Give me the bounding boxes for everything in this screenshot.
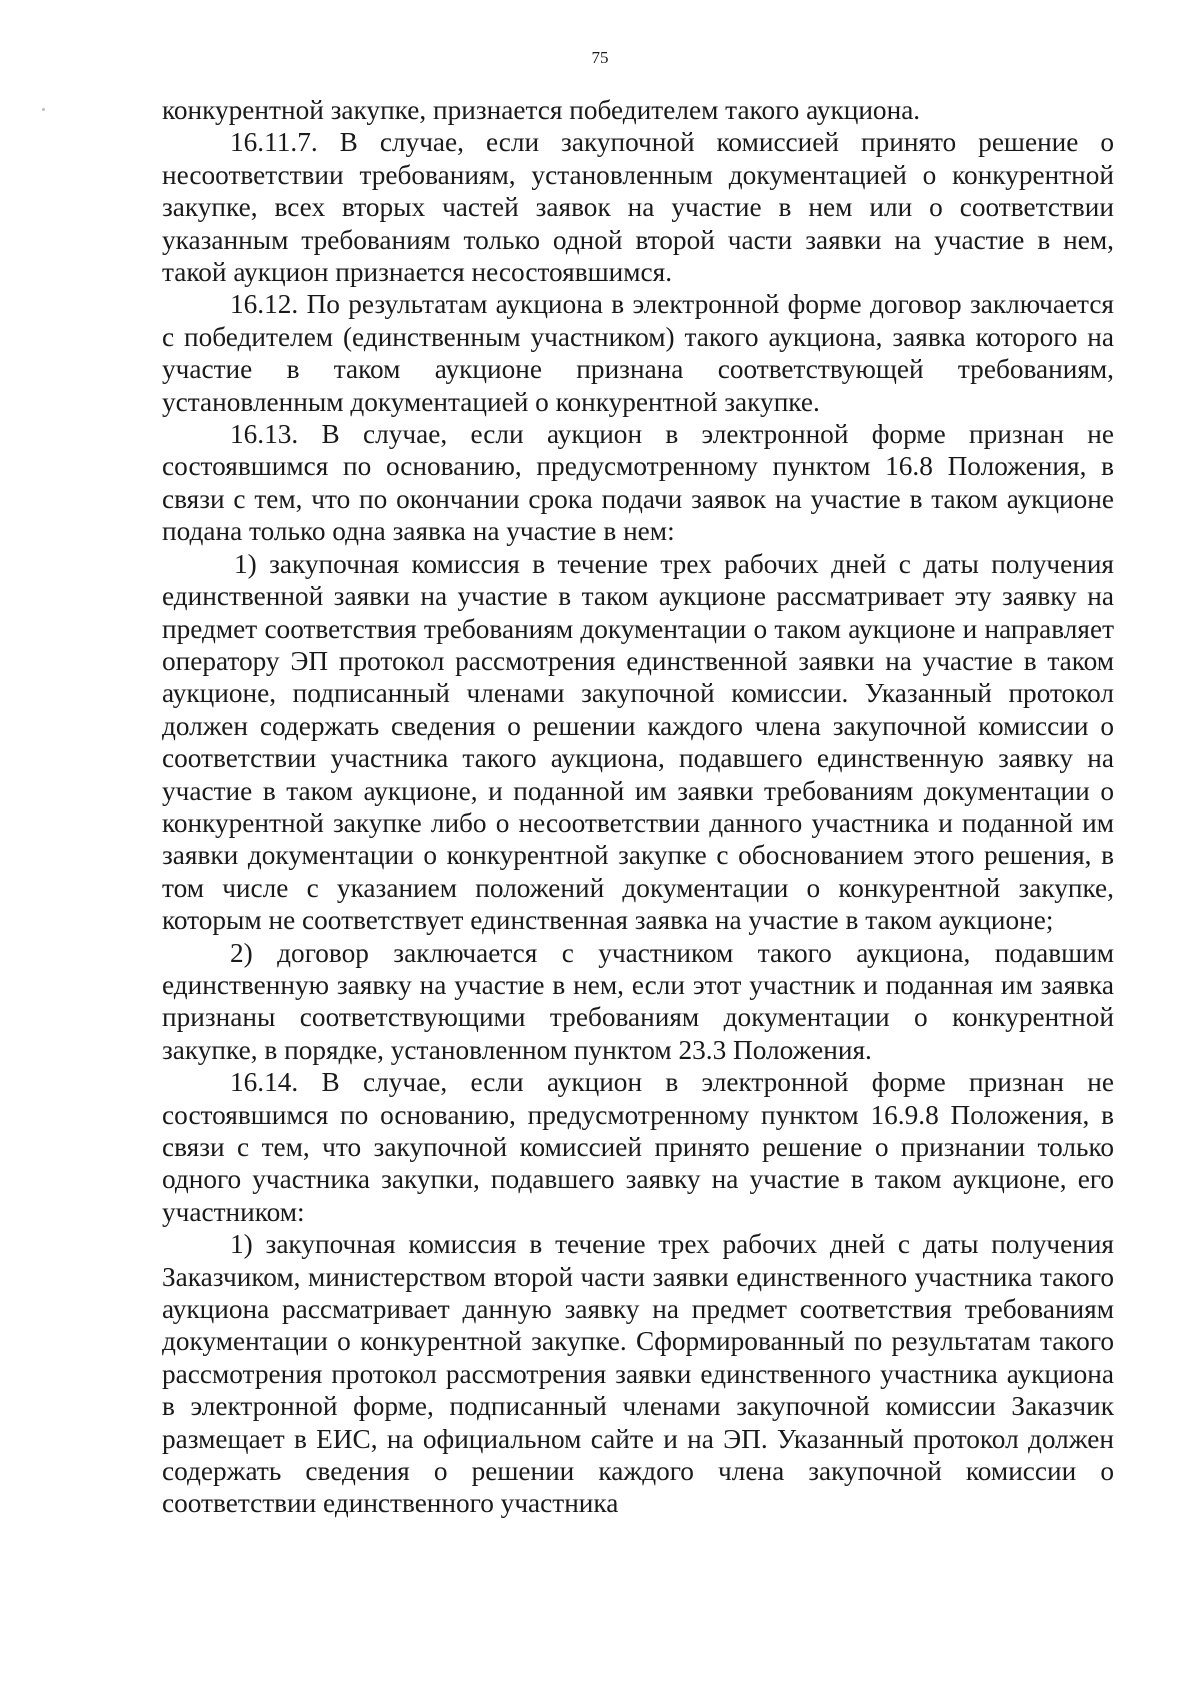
scan-margin-mark: [42, 108, 45, 111]
list-item-16-13-2: 2) договор заключается с участником такого аукциона, подавшим единственную заявку на участие в нем, если этот участник и поданная им заявка признаны соответствующими требованиям документации о конкурентной закупке, в порядке, установленном пунктом 23.3 Положения.: [162, 937, 1114, 1065]
paragraph-16-11-7: 16.11.7. В случае, если закупочной комиссией принято решение о несоответствии требованиям, установленным документацией о конкурентной закупке, всех вторых частей заявок на участие в нем или о соответствии указанным требованиям только одной второй части заявки на участие в нем, такой аукцион признается несостоявшимся.: [162, 127, 1114, 288]
page-number: 75: [591, 48, 609, 67]
paragraph-16-14: 16.14. В случае, если аукцион в электронной форме признан не состоявшимся по основанию, предусмотренному пунктом 16.9.8 Положения, в связи с тем, что закупочной комиссией принято решение о признании только одного участника закупки, подавшего заявку на участие в таком аукционе, его участником:: [162, 1067, 1114, 1227]
paragraph-16-13: 16.13. В случае, если аукцион в электронной форме признан не состоявшимся по основанию, предусмотренному пунктом 16.8 Положения, в связи с тем, что по окончании срока подачи заявок на участие в таком аукционе подана только одна заявка на участие в нем:: [162, 419, 1114, 547]
document-body: [162, 94, 1114, 1520]
list-item-16-14-1: 1) закупочная комиссия в течение трех рабочих дней с даты получения Заказчиком, министерством второй части заявки единственного участника такого аукциона рассматривает данную заявку на предмет соответствия требованиям документации о конкурентной закупке. Сформированный по результатам такого рассмотрения протокол рассмотрения заявки единственного участника аукциона в электронной форме, подписанный членами закупочной комиссии Заказчик размещает в ЕИС, на официальном сайте и на ЭП. Указанный протокол должен содержать сведения о решении каждого члена закупочной комиссии о соответствии единственного участника: [162, 1229, 1114, 1519]
paragraph-continuation: конкурентной закупке, признается победителем такого аукциона.: [162, 95, 921, 125]
list-item-16-13-1: 1) закупочная комиссия в течение трех рабочих дней с даты получения единственной заявки на участие в таком аукционе рассматривает эту заявку на предмет соответствия требованиям документации о таком аукционе и направляет оператору ЭП протокол рассмотрения единственной заявки на участие в таком аукционе, подписанный членами закупочной комиссии. Указанный протокол должен содержать сведения о решении каждого члена закупочной комиссии о соответствии участника такого аукциона, подавшего единственную заявку на участие в таком аукционе, и поданной им заявки требованиям документации о конкурентной закупке либо о несоответствии данного участника и поданной им заявки документации о конкурентной закупке с обоснованием этого решения, в том числе с указанием положений документации о конкурентной закупке, которым не соответствует единственная заявка на участие в таком аукционе;: [162, 548, 1114, 936]
paragraph-16-12: 16.12. По результатам аукциона в электронной форме договор заключается с победителем (единственным участником) такого аукциона, заявка которого на участие в таком аукционе признана соответствующей требованиям, установленным документацией о конкурентной закупке.: [162, 289, 1114, 417]
